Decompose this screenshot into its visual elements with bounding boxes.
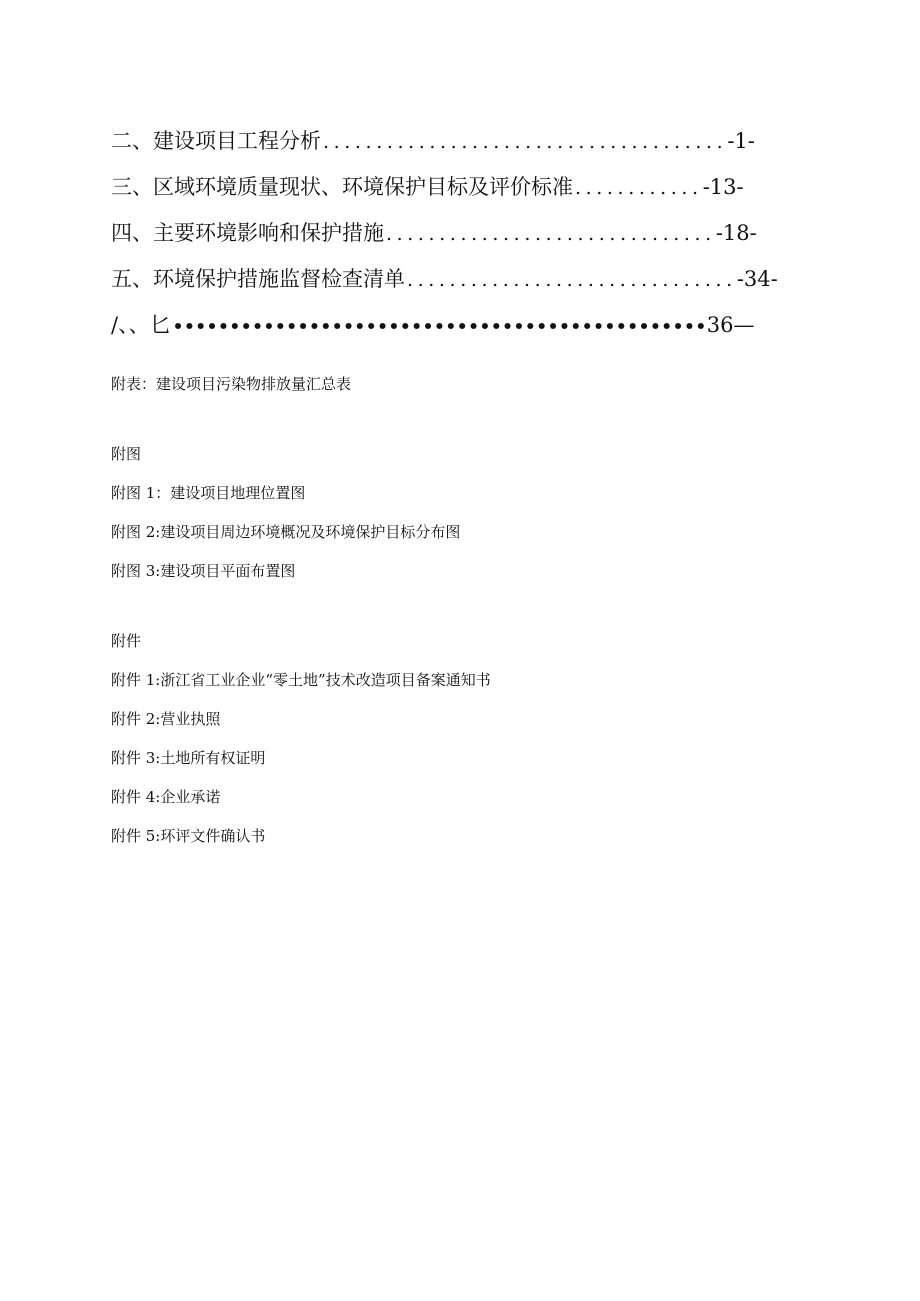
attachment-item: 附件 3:土地所有权证明 [111, 749, 266, 767]
toc-leader-dots: ............................... [407, 269, 737, 291]
toc-entry[interactable] [111, 164, 791, 210]
figures-heading: 附图 [111, 445, 142, 463]
attachment-item: 附件 2:营业执照 [111, 710, 221, 728]
toc-entry-title: 三、区域环境质量现状、环境保护目标及评价标准 [111, 175, 573, 199]
toc-entry-title: 四、主要环境影响和保护措施 [111, 221, 384, 245]
attached-table-line: 附表：建设项目污染物排放量汇总表 [111, 375, 352, 393]
figure-item: 附图 1：建设项目地理位置图 [111, 484, 306, 502]
toc-entry-title: 五、环境保护措施监督检查清单 [111, 267, 405, 291]
figure-item: 附图 3:建设项目平面布置图 [111, 562, 296, 580]
attachment-item: 附件 1:浙江省工业企业“零土地”技术改造项目备案通知书 [111, 671, 491, 689]
attachment-item: 附件 5:环评文件确认书 [111, 827, 266, 845]
toc-leader-dots: ............ [575, 177, 703, 199]
figure-item: 附图 2:建设项目周边环境概况及环境保护目标分布图 [111, 523, 461, 541]
toc-leader-dots: ...................................... [323, 131, 728, 153]
attachments-heading: 附件 [111, 632, 142, 650]
toc-entry-title: 二、建设项目工程分析 [111, 129, 321, 153]
toc-leader-dots: ............................... [386, 223, 716, 245]
toc-entry[interactable] [111, 302, 791, 348]
toc-page-number: -18- [715, 221, 757, 245]
toc-page-number: -13- [702, 175, 744, 199]
attachment-item: 附件 4:企业承诺 [111, 788, 221, 806]
table-of-contents [111, 118, 791, 348]
toc-leader-dots: ••••••••••••••••••••••••••••••••••••••••••••••• [172, 317, 707, 337]
toc-page-number: 36— [706, 313, 755, 337]
toc-page-number: -1- [727, 129, 755, 153]
toc-entry-title: /、、匕 [111, 313, 171, 337]
toc-entry[interactable] [111, 118, 791, 164]
toc-entry[interactable] [111, 210, 791, 256]
toc-entry[interactable] [111, 256, 791, 302]
toc-page-number: -34- [736, 267, 778, 291]
